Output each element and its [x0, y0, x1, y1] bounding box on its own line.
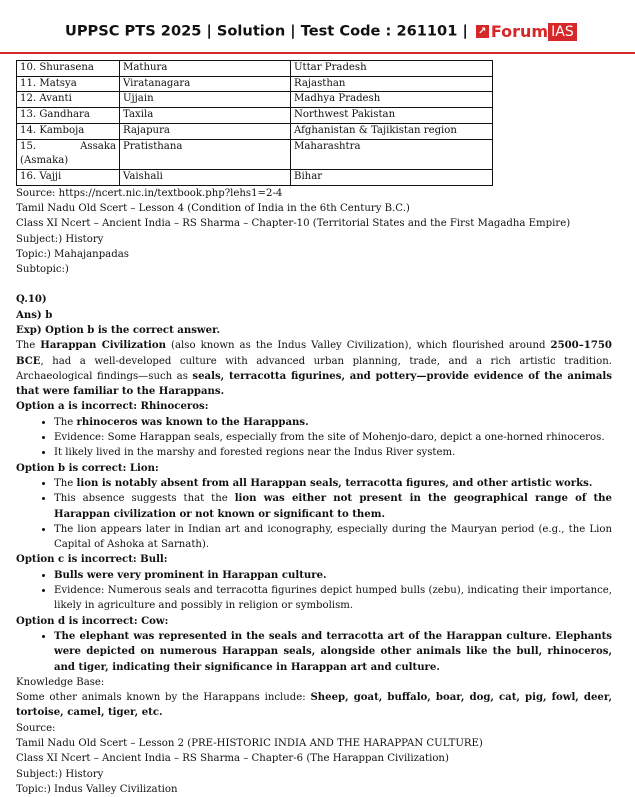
explanation-heading: Exp) Option b is the correct answer.	[16, 324, 220, 336]
arrow-icon: ↗	[476, 25, 489, 38]
list-item: • The lion is notably absent from all Harappan seals, terracotta figures, and other artistic works.	[54, 476, 612, 491]
knowledge-base-text: Some other animals known by the Harappans include: Sheep, goat, buffalo, boar, dog, cat, pig, fowl, deer, tortoise, camel, tiger, etc.	[16, 691, 612, 719]
question-number: Q.10)	[16, 293, 47, 306]
option-a-list	[16, 415, 612, 461]
option-d-list	[16, 629, 612, 675]
intro-paragraph: The Harappan Civilization (also known as the Indus Valley Civilization), which flourished around 2500–1750 BCE, had a well-developed culture with advanced urban planning, trade, and a rich artistic tradition. Archaeological findings—such as seals, terracotta figurines, and pottery—provide evidence of the animals that were familiar to the Harappans.	[16, 339, 612, 398]
option-c-heading: Option c is incorrect: Bull:	[16, 553, 168, 566]
page-content	[16, 60, 612, 797]
page-header	[0, 18, 635, 54]
answer-line: Ans) b	[16, 308, 53, 321]
list-item: • Evidence: Numerous seals and terracotta figurines depict humped bulls (zebu), indicating their importance, likely in agriculture and possibly in religion or symbolism.	[54, 583, 612, 614]
list-item: • Bulls were very prominent in Harappan culture.	[54, 568, 612, 583]
table-row: 12. Avanti Ujjain Madhya Pradesh	[17, 92, 493, 108]
option-d-heading: Option d is incorrect: Cow:	[16, 614, 169, 627]
reference-line: Class XI Ncert – Ancient India – RS Sharma – Chapter-6 (The Harappan Civilization)	[16, 753, 449, 765]
header-title: UPPSC PTS 2025 | Solution | Test Code : 261101 |	[65, 22, 468, 40]
reference-line: Tamil Nadu Old Scert – Lesson 4 (Condition of India in the 6th Century B.C.)	[16, 202, 410, 214]
list-item: • The rhinoceros was known to the Harappans.	[54, 415, 612, 430]
option-c-list	[16, 568, 612, 614]
list-item: • It likely lived in the marshy and forested regions near the Indus River system.	[54, 445, 612, 460]
knowledge-base-heading: Knowledge Base:	[16, 676, 105, 688]
list-item: • Evidence: Some Harappan seals, especially from the site of Mohenjo-daro, depict a one-horned rhinoceros.	[54, 430, 612, 445]
option-a-heading: Option a is incorrect: Rhinoceros:	[16, 400, 209, 413]
subtopic-line: Subtopic:)	[16, 264, 69, 276]
list-item: • The elephant was represented in the seals and terracotta art of the Harappan culture. Elephants were depicted on numerous Harappan seals, alongside other animals like the bull, rhinoceros, and tiger, indicating their significance in Harappan art and culture.	[54, 629, 612, 675]
table-row: 16. Vajji Vaishali Bihar	[17, 169, 493, 185]
table-row: 13. Gandhara Taxila Northwest Pakistan	[17, 108, 493, 124]
reference-line: Class XI Ncert – Ancient India – RS Sharma – Chapter-10 (Territorial States and the First Magadha Empire)	[16, 218, 571, 230]
reference-line: Tamil Nadu Old Scert – Lesson 2 (PRE-HISTORIC INDIA AND THE HARAPPAN CULTURE)	[16, 738, 483, 750]
table-row: 15. Assaka (Asmaka) Pratisthana Maharashtra	[17, 139, 493, 169]
list-item: • The lion appears later in Indian art and iconography, especially during the Mauryan period (e.g., the Lion Capital of Ashoka at Sarnath).	[54, 522, 612, 553]
topic-line: Topic:) Indus Valley Civilization	[16, 783, 178, 795]
table-row: 11. Matsya Viratanagara Rajasthan	[17, 76, 493, 92]
table-row: 14. Kamboja Rajapura Afghanistan & Tajikistan region	[17, 123, 493, 139]
table-row: 10. Shurasena Mathura Uttar Pradesh	[17, 61, 493, 77]
subject-line: Subject:) History	[16, 233, 104, 245]
topic-line: Topic:) Mahajanpadas	[16, 248, 129, 260]
forumias-logo: ↗ Forum IAS	[476, 22, 577, 41]
mahajanapada-table	[16, 60, 493, 186]
source-line: Source: https://ncert.nic.in/textbook.php?lehs1=2-4	[16, 187, 283, 199]
list-item: • This absence suggests that the lion was either not present in the geographical range of the Harappan civilization or not known or significant to them.	[54, 491, 612, 522]
option-b-heading: Option b is correct: Lion:	[16, 461, 159, 474]
source-line: Source:	[16, 722, 56, 734]
subject-line: Subject:) History	[16, 768, 104, 780]
option-b-list	[16, 476, 612, 552]
